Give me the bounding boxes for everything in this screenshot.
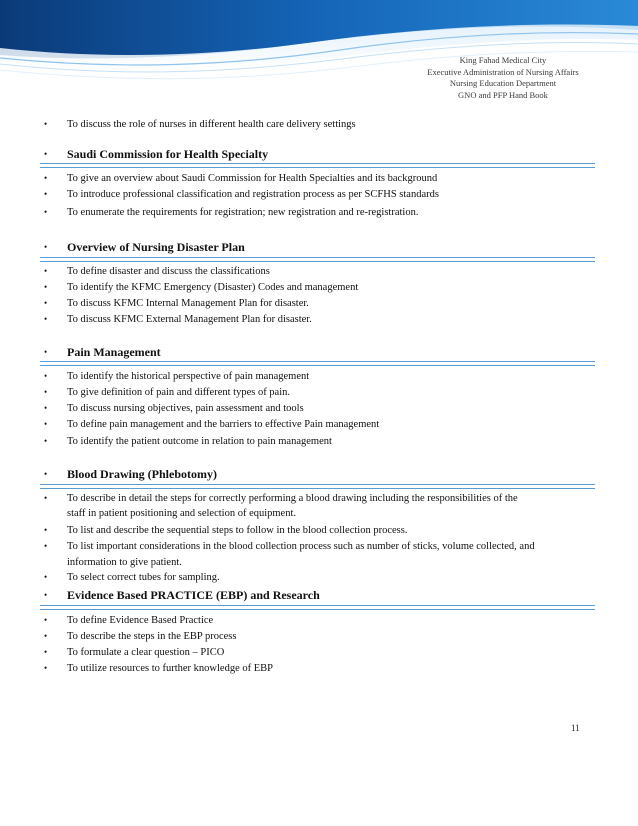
bullet-icon: •	[44, 189, 48, 199]
section-title: Pain Management	[67, 345, 161, 359]
list-item-text: To enumerate the requirements for registration; new registration and re-registration.	[67, 207, 419, 218]
bullet-icon: •	[44, 493, 48, 503]
bullet-icon: •	[44, 266, 48, 276]
bullet-icon: •	[44, 436, 48, 446]
header-line-dept: Nursing Education Department	[449, 78, 557, 88]
section-title: Evidence Based PRACTICE (EBP) and Research	[67, 588, 320, 602]
bullet-icon: •	[44, 298, 48, 308]
bullet-icon: •	[44, 663, 48, 673]
bullet-icon: •	[44, 207, 48, 217]
header-line-admin: Executive Administration of Nursing Affairs	[427, 66, 579, 77]
section-divider	[40, 163, 595, 168]
list-item-text: To identify the historical perspective of pain management	[67, 371, 310, 382]
section-divider	[40, 361, 595, 366]
bullet-icon: •	[44, 347, 48, 357]
list-item-text: To list and describe the sequential steps to follow in the blood collection process.	[67, 525, 408, 536]
section-divider	[40, 605, 595, 610]
bullet-icon: •	[44, 149, 48, 159]
section-title: Blood Drawing (Phlebotomy)	[67, 467, 217, 481]
bullet-icon: •	[44, 419, 48, 429]
bullet-icon: •	[44, 590, 48, 600]
list-item-text: To give definition of pain and different types of pain.	[67, 387, 291, 398]
list-item-text: information to give patient.	[67, 557, 182, 568]
list-item-text: To define Evidence Based Practice	[67, 615, 214, 626]
section-divider	[40, 484, 595, 489]
bullet-icon: •	[44, 314, 48, 324]
list-item-text: To introduce professional classification and registration process as per SCFHS standards	[67, 189, 439, 200]
bullet-icon: •	[44, 541, 48, 551]
list-item-text: To discuss nursing objectives, pain assessment and tools	[67, 403, 304, 414]
list-item-text: To define pain management and the barriers to effective Pain management	[67, 419, 380, 430]
document-header	[388, 55, 618, 101]
bullet-icon: •	[44, 631, 48, 641]
list-item-text: To describe in detail the steps for correctly performing a blood drawing including the responsibilities of the	[67, 493, 518, 504]
section-title: Saudi Commission for Health Specialty	[67, 147, 269, 161]
header-line-book: GNO and PFP Hand Book	[458, 89, 548, 100]
bullet-icon: •	[44, 387, 48, 397]
bullet-icon: •	[44, 119, 48, 129]
list-item-text: To select correct tubes for sampling.	[67, 572, 220, 583]
list-item-text: To identify the patient outcome in relation to pain management	[67, 436, 332, 447]
bullet-icon: •	[44, 469, 48, 479]
bullet-icon: •	[44, 615, 48, 625]
list-item-text: To identify the KFMC Emergency (Disaster) Codes and management	[67, 282, 359, 293]
bullet-icon: •	[44, 403, 48, 413]
list-item-text: To list important considerations in the blood collection process such as number of sticks, volume collected, and	[67, 541, 535, 552]
list-item-text: To define disaster and discuss the classifications	[67, 266, 270, 277]
bullet-icon: •	[44, 525, 48, 535]
list-item-text: To utilize resources to further knowledge of EBP	[67, 663, 274, 674]
list-item-text: To discuss KFMC External Management Plan for disaster.	[67, 314, 312, 325]
bullet-icon: •	[44, 282, 48, 292]
list-item-text: To discuss the role of nurses in different health care delivery settings	[67, 119, 356, 130]
list-item-text: To formulate a clear question – PICO	[67, 647, 225, 658]
page-number: 11	[571, 723, 580, 733]
bullet-icon: •	[44, 647, 48, 657]
bullet-icon: •	[44, 242, 48, 252]
bullet-icon: •	[44, 371, 48, 381]
list-item-text: staff in patient positioning and selection of equipment.	[67, 508, 297, 519]
list-item-text: To discuss KFMC Internal Management Plan for disaster.	[67, 298, 309, 309]
section-title: Overview of Nursing Disaster Plan	[67, 240, 245, 254]
list-item-text: To describe the steps in the EBP process	[67, 631, 237, 642]
bullet-icon: •	[44, 173, 48, 183]
bullet-icon: •	[44, 572, 48, 582]
list-item-text: To give an overview about Saudi Commission for Health Specialties and its background	[67, 173, 438, 184]
section-divider	[40, 257, 595, 262]
header-line-org: King Fahad Medical City	[459, 55, 547, 65]
